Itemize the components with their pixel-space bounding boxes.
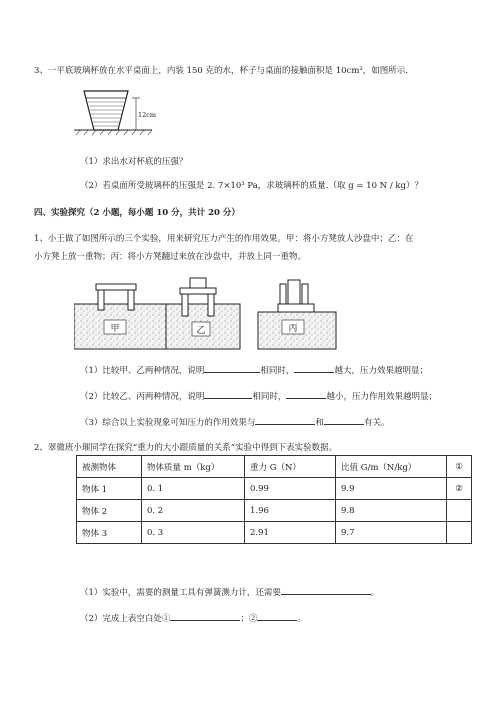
exp1-q3-blank-1[interactable] xyxy=(255,415,315,425)
table-cell: 0.99 xyxy=(245,478,336,500)
table-cell: 9.7 xyxy=(336,522,447,544)
exp2-q1-part-b: 。 xyxy=(370,588,380,598)
table-cell: 2.91 xyxy=(245,522,336,544)
q3-sub1: （1）求出水对杯底的压强？ xyxy=(80,157,188,167)
exp2-q1-part-a: （1）实验中，需要的测量工具有弹簧测力计，还需要 xyxy=(80,588,281,598)
table-cell: 0. 3 xyxy=(142,522,245,544)
table-cell-blank-2: ② xyxy=(447,478,472,500)
label-yi: 乙 xyxy=(196,326,206,336)
header-cell: 物体质量 m（kg） xyxy=(142,456,245,478)
header-cell: 重力 G（N） xyxy=(245,456,336,478)
exp2-q2 xyxy=(80,611,306,624)
exp1-q2-part-a: （2）比较乙、丙两种情况，说明 xyxy=(80,392,205,402)
label-jia: 甲 xyxy=(110,324,120,334)
exp1-intro-line1: 1、小王做了如图所示的三个实验，用来研究压力产生的作用效果。甲：将小方凳放人沙盘中；乙：在 xyxy=(34,234,414,244)
table-cell: 9.8 xyxy=(336,500,447,522)
data-table xyxy=(76,455,472,544)
exp1-q1-part-a: （1）比较甲、乙两种情况，说明 xyxy=(80,366,205,376)
exp1-q3-part-b: 和 xyxy=(315,418,324,428)
exp1-q2-part-c: 越小，压力作用效果越明显； xyxy=(326,392,437,402)
exp2-q1-blank[interactable] xyxy=(281,585,371,595)
exp2-q2-part-c: 。 xyxy=(297,614,306,624)
exp2-q2-blank-1[interactable] xyxy=(170,611,240,621)
exp2-intro: 2、翠微班小璀同学在探究“重力的大小跟质量的关系”实验中得到下表实验数据。 xyxy=(34,443,338,453)
exp1-q3-part-c: 有关。 xyxy=(363,418,390,428)
glass-cup-figure xyxy=(74,86,174,138)
sand-tray-figures xyxy=(74,272,434,352)
exp1-q3 xyxy=(80,415,389,428)
header-cell-blank-1: ① xyxy=(447,456,472,478)
exp1-intro-line2: 小方凳上放一重物；丙：将小方凳翻过来放在沙盘中，并放上同一重物。 xyxy=(34,252,307,262)
section-title: 四、实验探究（2 小题，每小题 10 分，共计 20 分） xyxy=(34,208,240,218)
table-cell: 物体 1 xyxy=(77,478,142,500)
q3-sub2: （2）若桌面所受玻璃杯的压强是 2. 7×10³ Pa，求玻璃杯的质量.（取 g = 10 N / kg）？ xyxy=(80,181,423,191)
table-row xyxy=(77,500,472,522)
exp1-q2-part-b: 相同时， xyxy=(252,392,287,402)
table-cell: 9.9 xyxy=(336,478,447,500)
exp2-q2-part-b: ；② xyxy=(240,614,258,624)
exp1-q3-part-a: （3）综合以上实验现象可知压力的作用效果与 xyxy=(80,418,256,428)
table-header-row xyxy=(77,456,472,478)
header-cell: 被测物体 xyxy=(77,456,142,478)
exp1-q1-part-c: 越大，压力效果越明显； xyxy=(334,366,428,376)
table-cell: 物体 2 xyxy=(77,500,142,522)
label-bing: 丙 xyxy=(288,324,298,334)
exp2-q1 xyxy=(80,585,379,598)
table-row xyxy=(77,522,472,544)
exp1-q1-blank-1[interactable] xyxy=(204,363,260,373)
q3-text: 3、一平底玻璃杯放在水平桌面上，内装 150 克的水，杯子与桌面的接触面积是 10cm²，如图所示. xyxy=(34,66,408,76)
table-cell: 1.96 xyxy=(245,500,336,522)
exp1-q1 xyxy=(80,363,428,376)
table-cell: 0. 1 xyxy=(142,478,245,500)
exp1-q2-blank-1[interactable] xyxy=(204,389,252,399)
exp2-q2-part-a: （2）完成上表空白处① xyxy=(80,614,171,624)
exp1-q2 xyxy=(80,389,437,402)
table-cell: 0. 2 xyxy=(142,500,245,522)
exp1-q1-part-b: 相同时， xyxy=(260,366,295,376)
table-cell xyxy=(447,500,472,522)
exp1-q3-blank-2[interactable] xyxy=(324,415,364,425)
exp1-q1-blank-2[interactable] xyxy=(294,363,334,373)
exp2-q2-blank-2[interactable] xyxy=(257,611,297,621)
table-cell xyxy=(447,522,472,544)
table-row xyxy=(77,478,472,500)
table-cell: 物体 3 xyxy=(77,522,142,544)
header-cell: 比值 G/m（N/kg） xyxy=(336,456,447,478)
height-label: 12cm xyxy=(138,111,157,119)
exp1-q2-blank-2[interactable] xyxy=(286,389,326,399)
